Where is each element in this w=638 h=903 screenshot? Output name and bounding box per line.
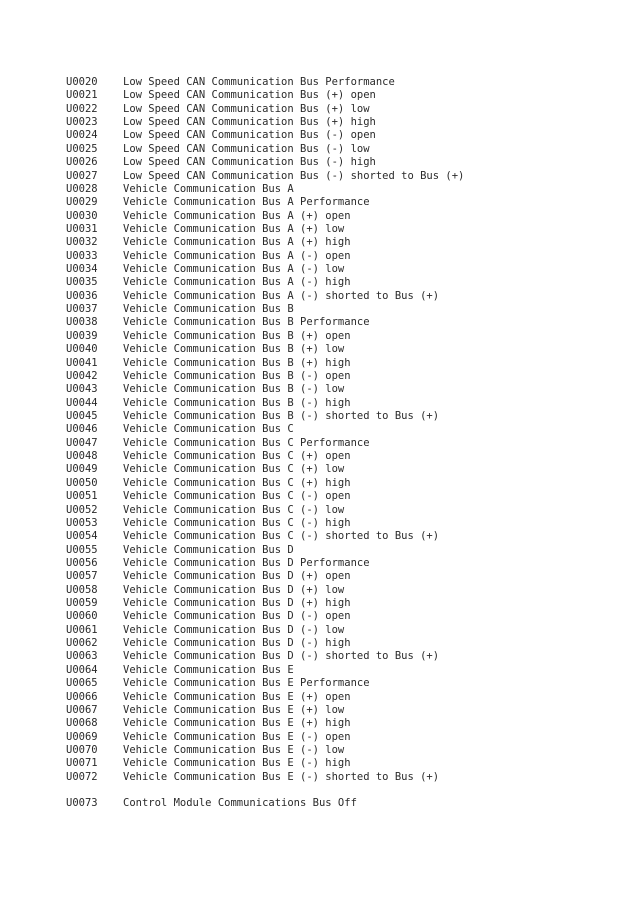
list-item — [66, 650, 464, 663]
list-item — [66, 477, 464, 490]
list-item — [66, 103, 464, 116]
dtc-description: Vehicle Communication Bus C (-) high — [123, 516, 351, 529]
dtc-description: Vehicle Communication Bus A (-) shorted to Bus (+) — [123, 289, 440, 302]
dtc-description: Vehicle Communication Bus A Performance — [123, 196, 370, 209]
dtc-description: Vehicle Communication Bus E (+) low — [123, 703, 345, 716]
dtc-code: U0032 — [66, 236, 98, 249]
dtc-code: U0057 — [66, 570, 98, 583]
dtc-description: Vehicle Communication Bus D (-) high — [123, 637, 351, 650]
dtc-description: Low Speed CAN Communication Bus (-) open — [123, 129, 376, 142]
list-item — [66, 397, 464, 410]
list-item — [66, 544, 464, 557]
list-item — [66, 343, 464, 356]
list-item — [66, 624, 464, 637]
dtc-description: Low Speed CAN Communication Bus (-) low — [123, 142, 370, 155]
dtc-code: U0064 — [66, 663, 98, 676]
dtc-description: Vehicle Communication Bus C (-) open — [123, 490, 351, 503]
dtc-description: Vehicle Communication Bus E — [123, 663, 294, 676]
dtc-description: Vehicle Communication Bus B (+) low — [123, 343, 345, 356]
dtc-code: U0067 — [66, 703, 98, 716]
dtc-description: Vehicle Communication Bus E (-) shorted to Bus (+) — [123, 770, 440, 783]
dtc-description: Vehicle Communication Bus D (+) open — [123, 570, 351, 583]
dtc-code: U0061 — [66, 623, 98, 636]
dtc-code: U0056 — [66, 556, 98, 569]
dtc-code: U0025 — [66, 142, 98, 155]
list-item — [66, 691, 464, 704]
dtc-description: Vehicle Communication Bus B (-) shorted to Bus (+) — [123, 409, 440, 422]
list-item — [66, 584, 464, 597]
dtc-code: U0060 — [66, 610, 98, 623]
dtc-code: U0051 — [66, 490, 98, 503]
list-item — [66, 597, 464, 610]
list-item — [66, 557, 464, 570]
list-item — [66, 410, 464, 423]
list-item — [66, 530, 464, 543]
list-item — [66, 450, 464, 463]
dtc-code: U0041 — [66, 356, 98, 369]
dtc-description: Vehicle Communication Bus D (-) shorted to Bus (+) — [123, 650, 440, 663]
dtc-description: Vehicle Communication Bus A (+) open — [123, 209, 351, 222]
list-item — [66, 490, 464, 503]
list-item — [66, 170, 464, 183]
dtc-code: U0046 — [66, 423, 98, 436]
dtc-code: U0048 — [66, 450, 98, 463]
dtc-code: U0073 — [66, 797, 98, 810]
list-item — [66, 116, 464, 129]
dtc-description: Low Speed CAN Communication Bus (-) high — [123, 156, 376, 169]
list-item — [66, 250, 464, 263]
dtc-description: Vehicle Communication Bus B (+) open — [123, 329, 351, 342]
dtc-description: Vehicle Communication Bus D (+) high — [123, 597, 351, 610]
dtc-description: Vehicle Communication Bus B (-) open — [123, 369, 351, 382]
dtc-description: Vehicle Communication Bus E (-) high — [123, 757, 351, 770]
list-item — [66, 196, 464, 209]
dtc-code: U0034 — [66, 263, 98, 276]
list-item — [66, 303, 464, 316]
list-item — [66, 570, 464, 583]
list-item — [66, 423, 464, 436]
list-item — [66, 637, 464, 650]
dtc-description: Control Module Communications Bus Off — [123, 797, 357, 810]
dtc-description: Vehicle Communication Bus C (-) shorted to Bus (+) — [123, 530, 440, 543]
dtc-code: U0059 — [66, 597, 98, 610]
dtc-description: Vehicle Communication Bus B — [123, 303, 294, 316]
list-item — [66, 370, 464, 383]
dtc-code: U0052 — [66, 503, 98, 516]
dtc-description: Vehicle Communication Bus A (-) open — [123, 249, 351, 262]
dtc-code: U0053 — [66, 516, 98, 529]
dtc-code: U0068 — [66, 717, 98, 730]
dtc-code: U0022 — [66, 102, 98, 115]
dtc-description: Vehicle Communication Bus D — [123, 543, 294, 556]
list-item — [66, 504, 464, 517]
list-item — [66, 731, 464, 744]
list-item — [66, 610, 464, 623]
dtc-description: Vehicle Communication Bus A (-) low — [123, 263, 345, 276]
dtc-code: U0065 — [66, 677, 98, 690]
dtc-code: U0070 — [66, 743, 98, 756]
dtc-description: Vehicle Communication Bus D (+) low — [123, 583, 345, 596]
list-item — [66, 677, 464, 690]
dtc-code: U0024 — [66, 129, 98, 142]
dtc-description: Vehicle Communication Bus C (+) high — [123, 476, 351, 489]
dtc-code: U0044 — [66, 396, 98, 409]
dtc-description: Vehicle Communication Bus E Performance — [123, 677, 370, 690]
dtc-description: Vehicle Communication Bus A (-) high — [123, 276, 351, 289]
dtc-code: U0020 — [66, 76, 98, 88]
dtc-code: U0063 — [66, 650, 98, 663]
list-item — [66, 143, 464, 156]
dtc-description: Vehicle Communication Bus D Performance — [123, 556, 370, 569]
dtc-code: U0028 — [66, 182, 98, 195]
list-item — [66, 263, 464, 276]
dtc-code: U0055 — [66, 543, 98, 556]
blank-line — [66, 784, 464, 797]
dtc-code: U0023 — [66, 116, 98, 129]
dtc-code: U0040 — [66, 343, 98, 356]
dtc-description: Vehicle Communication Bus C — [123, 423, 294, 436]
list-item — [66, 797, 464, 810]
dtc-description: Vehicle Communication Bus B (+) high — [123, 356, 351, 369]
list-item — [66, 437, 464, 450]
list-item — [66, 757, 464, 770]
dtc-code: U0049 — [66, 463, 98, 476]
list-item — [66, 223, 464, 236]
dtc-code: U0027 — [66, 169, 98, 182]
dtc-code: U0054 — [66, 530, 98, 543]
dtc-code: U0058 — [66, 583, 98, 596]
dtc-code: U0069 — [66, 730, 98, 743]
dtc-code: U0035 — [66, 276, 98, 289]
dtc-description: Vehicle Communication Bus D (-) low — [123, 623, 345, 636]
list-item — [66, 704, 464, 717]
dtc-code: U0029 — [66, 196, 98, 209]
dtc-description: Vehicle Communication Bus B (-) low — [123, 383, 345, 396]
dtc-description: Vehicle Communication Bus E (+) open — [123, 690, 351, 703]
list-item — [66, 717, 464, 730]
list-item — [66, 183, 464, 196]
list-item — [66, 236, 464, 249]
dtc-description: Vehicle Communication Bus C Performance — [123, 436, 370, 449]
dtc-code: U0071 — [66, 757, 98, 770]
dtc-description: Vehicle Communication Bus C (+) open — [123, 450, 351, 463]
dtc-description: Vehicle Communication Bus A (+) high — [123, 236, 351, 249]
list-item — [66, 76, 464, 89]
dtc-description: Vehicle Communication Bus C (-) low — [123, 503, 345, 516]
list-item — [66, 744, 464, 757]
dtc-code: U0062 — [66, 637, 98, 650]
list-item — [66, 210, 464, 223]
dtc-description: Vehicle Communication Bus C (+) low — [123, 463, 345, 476]
dtc-description: Low Speed CAN Communication Bus (+) open — [123, 89, 376, 102]
list-item — [66, 276, 464, 289]
dtc-code: U0050 — [66, 476, 98, 489]
dtc-description: Vehicle Communication Bus E (-) open — [123, 730, 351, 743]
list-item — [66, 89, 464, 102]
dtc-code: U0039 — [66, 329, 98, 342]
dtc-description: Vehicle Communication Bus B (-) high — [123, 396, 351, 409]
dtc-code: U0037 — [66, 303, 98, 316]
dtc-code: U0043 — [66, 383, 98, 396]
dtc-description: Vehicle Communication Bus A (+) low — [123, 222, 345, 235]
list-item — [66, 290, 464, 303]
dtc-description: Low Speed CAN Communication Bus (+) low — [123, 102, 370, 115]
dtc-code: U0031 — [66, 222, 98, 235]
dtc-code: U0045 — [66, 409, 98, 422]
dtc-code: U0047 — [66, 436, 98, 449]
dtc-description: Vehicle Communication Bus E (+) high — [123, 717, 351, 730]
list-item — [66, 316, 464, 329]
dtc-description: Vehicle Communication Bus E (-) low — [123, 743, 345, 756]
list-item — [66, 330, 464, 343]
dtc-code: U0036 — [66, 289, 98, 302]
list-item — [66, 517, 464, 530]
dtc-code: U0042 — [66, 369, 98, 382]
list-item — [66, 383, 464, 396]
list-item — [66, 463, 464, 476]
dtc-description: Vehicle Communication Bus B Performance — [123, 316, 370, 329]
list-item — [66, 156, 464, 169]
dtc-code: U0033 — [66, 249, 98, 262]
dtc-description: Low Speed CAN Communication Bus (+) high — [123, 116, 376, 129]
dtc-code: U0072 — [66, 770, 98, 783]
dtc-code-list — [66, 76, 464, 811]
list-item — [66, 129, 464, 142]
dtc-description: Low Speed CAN Communication Bus (-) shorted to Bus (+) — [123, 169, 465, 182]
dtc-description: Vehicle Communication Bus D (-) open — [123, 610, 351, 623]
dtc-description: Vehicle Communication Bus A — [123, 182, 294, 195]
list-item — [66, 664, 464, 677]
dtc-code: U0021 — [66, 89, 98, 102]
dtc-code: U0066 — [66, 690, 98, 703]
dtc-code: U0026 — [66, 156, 98, 169]
dtc-description: Low Speed CAN Communication Bus Performance — [123, 76, 395, 88]
dtc-code: U0038 — [66, 316, 98, 329]
list-item — [66, 771, 464, 784]
dtc-code: U0030 — [66, 209, 98, 222]
list-item — [66, 357, 464, 370]
